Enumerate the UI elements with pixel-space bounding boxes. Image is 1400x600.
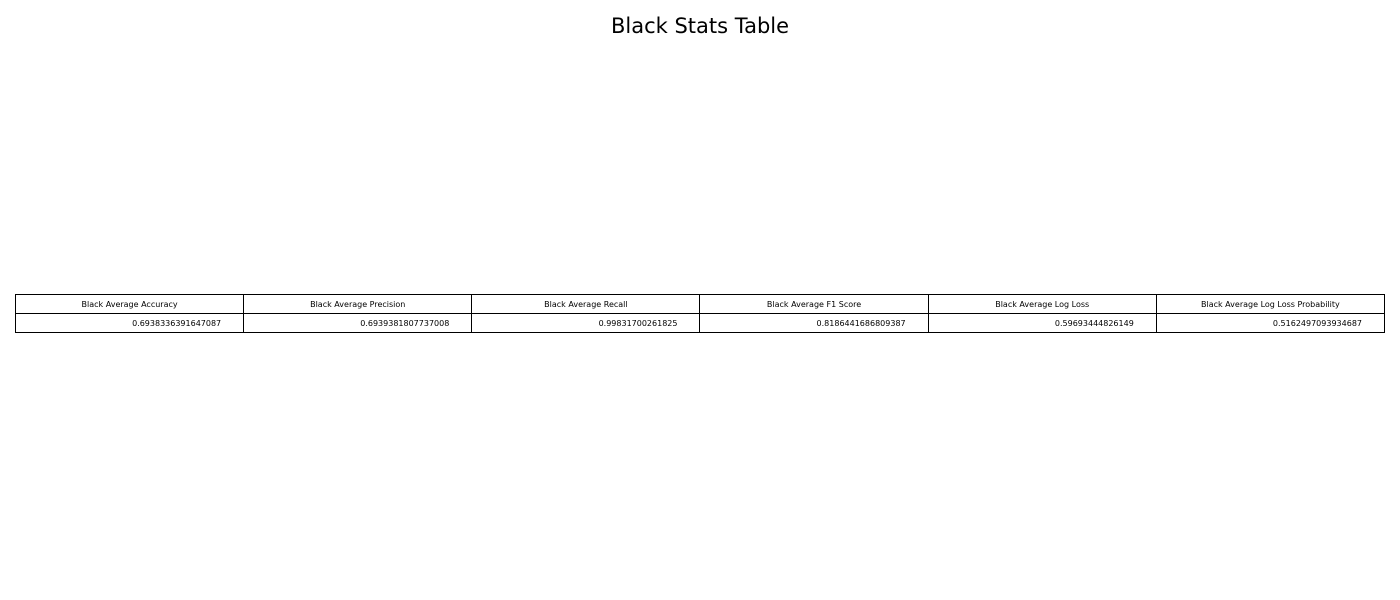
table-header-row (16, 295, 1385, 314)
table-value-cell: 0.59693444826149 (928, 314, 1156, 333)
table-header-cell: Black Average Log Loss (928, 295, 1156, 314)
table-value-cell: 0.5162497093934687 (1156, 314, 1384, 333)
table-value-cell: 0.6938336391647087 (16, 314, 244, 333)
stats-table (15, 294, 1385, 333)
table-header-cell: Black Average Log Loss Probability (1156, 295, 1384, 314)
table-value-cell: 0.8186441686809387 (700, 314, 928, 333)
table-header-cell: Black Average Accuracy (16, 295, 244, 314)
table-header-cell: Black Average Precision (244, 295, 472, 314)
table-header-cell: Black Average F1 Score (700, 295, 928, 314)
table-header-cell: Black Average Recall (472, 295, 700, 314)
table-value-cell: 0.6939381807737008 (244, 314, 472, 333)
chart-title: Black Stats Table (610, 14, 790, 38)
table-value-cell: 0.99831700261825 (472, 314, 700, 333)
table-row (16, 314, 1385, 333)
